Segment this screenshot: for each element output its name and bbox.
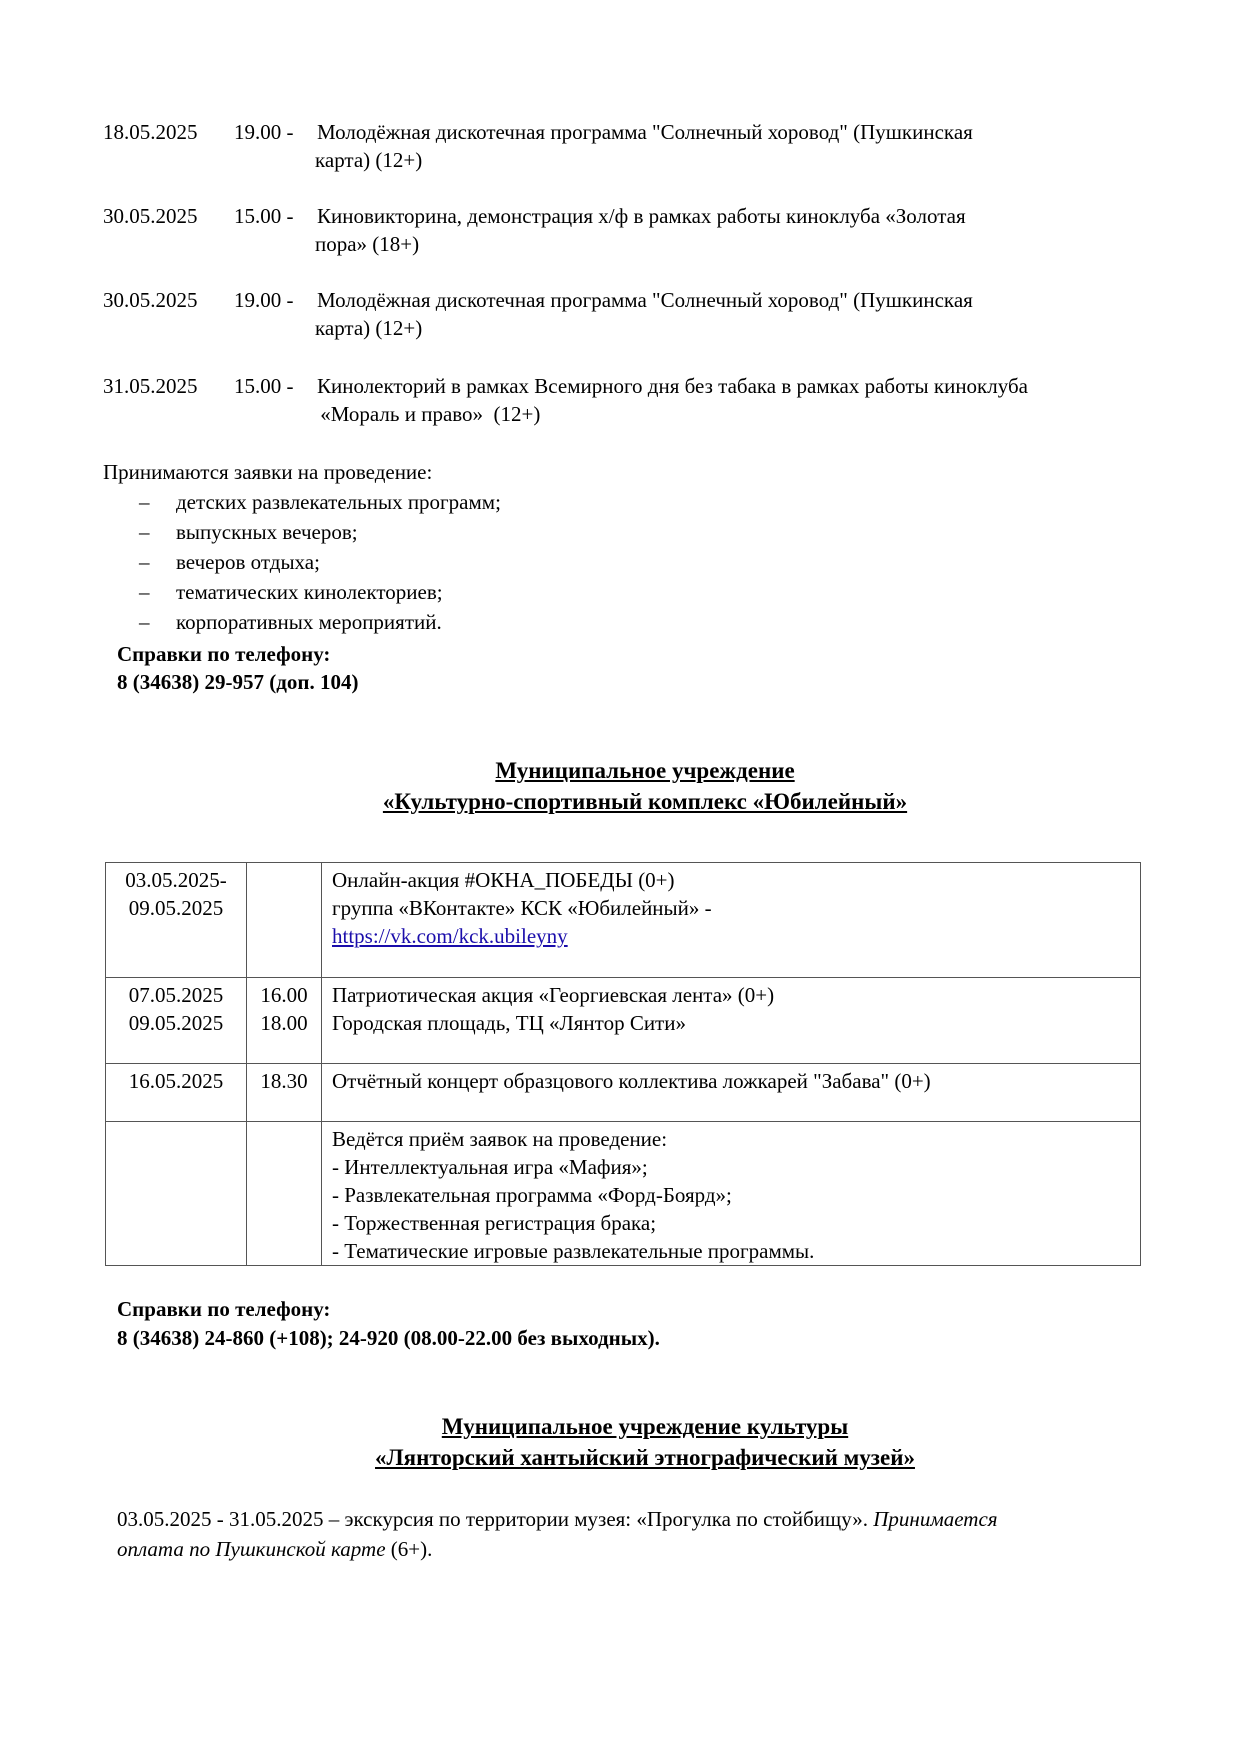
phone-label: Справки по телефону: [117, 1297, 331, 1321]
event-time: 15.00 - [234, 204, 294, 228]
table-cell-date [106, 1122, 247, 1266]
museum-text-end: (6+). [385, 1537, 433, 1561]
event-date: 18.05.2025 [103, 120, 198, 144]
section-heading: Муниципальное учреждение культуры [441, 1414, 849, 1439]
table-cell-date: 07.05.2025 09.05.2025 [106, 978, 247, 1064]
list-dash: – [139, 580, 150, 604]
event-description: Молодёжная дискотечная программа "Солнечный хоровод" (Пушкинская [317, 120, 973, 144]
table-cell-time: 16.00 18.00 [247, 978, 322, 1064]
table-row [106, 1064, 1141, 1122]
event-title: Онлайн-акция #ОКНА_ПОБЕДЫ (0+) [332, 868, 675, 892]
list-dash: – [139, 490, 150, 514]
event-description: Молодёжная дискотечная программа "Солнечный хоровод" (Пушкинская [317, 288, 973, 312]
list-dash: – [139, 520, 150, 544]
table-row [106, 1122, 1141, 1266]
list-dash: – [139, 610, 150, 634]
museum-text-italic: Принимается [873, 1507, 998, 1531]
table-cell-date: 16.05.2025 [106, 1064, 247, 1122]
museum-text: 03.05.2025 - 31.05.2025 – экскурсия по территории музея: «Прогулка по стойбищу». [117, 1507, 874, 1531]
table-cell-time [247, 1122, 322, 1266]
event-description-cont: карта) (12+) [315, 316, 423, 340]
section-heading: «Культурно-спортивный комплекс «Юбилейный» [382, 789, 908, 814]
list-item-text: детских развлекательных программ; [176, 490, 501, 514]
museum-description [117, 1504, 1177, 1564]
list-dash: – [139, 550, 150, 574]
event-description: Кинолекторий в рамках Всемирного дня без табака в рамках работы киноклуба [317, 374, 1028, 398]
event-location: группа «ВКонтакте» КСК «Юбилейный» - [332, 896, 712, 920]
table-cell-event: Патриотическая акция «Георгиевская лента» (0+) Городская площадь, ТЦ «Лянтор Сити» [322, 978, 1141, 1064]
table-cell-event [322, 863, 1141, 978]
event-date: 30.05.2025 [103, 204, 198, 228]
phone-number: 8 (34638) 29-957 (доп. 104) [117, 670, 359, 694]
event-description-cont: пора» (18+) [315, 232, 420, 256]
event-time: 15.00 - [234, 374, 294, 398]
table-cell-time: 18.30 [247, 1064, 322, 1122]
event-time: 19.00 - [234, 288, 294, 312]
section-heading: «Лянторский хантыйский этнографический музей» [375, 1445, 915, 1470]
requests-intro: Принимаются заявки на проведение: [103, 460, 433, 484]
event-description-cont: карта) (12+) [315, 148, 423, 172]
section-heading: Муниципальное учреждение [495, 758, 795, 783]
events-table [105, 862, 1141, 1266]
table-cell-event: Ведётся приём заявок на проведение: - Интеллектуальная игра «Мафия»; - Развлекательная программа «Форд-Боярд»; - Торжественная регистрация брака; - Тематические игровые развлекательные программы. [322, 1122, 1141, 1266]
table-row [106, 978, 1141, 1064]
table-cell-time [247, 863, 322, 978]
event-description-cont: «Мораль и право» (12+) [315, 402, 541, 426]
event-description: Киновикторина, демонстрация х/ф в рамках работы киноклуба «Золотая [317, 204, 966, 228]
event-time: 19.00 - [234, 120, 294, 144]
phone-number: 8 (34638) 24-860 (+108); 24-920 (08.00-22.00 без выходных). [117, 1326, 660, 1350]
list-item-text: вечеров отдыха; [176, 550, 320, 574]
table-cell-date: 03.05.2025- 09.05.2025 [106, 863, 247, 978]
list-item-text: выпускных вечеров; [176, 520, 358, 544]
table-cell-event: Отчётный концерт образцового коллектива ложкарей "Забава" (0+) [322, 1064, 1141, 1122]
phone-label: Справки по телефону: [117, 642, 331, 666]
event-date: 31.05.2025 [103, 374, 198, 398]
list-item-text: тематических кинолекториев; [176, 580, 443, 604]
event-date: 30.05.2025 [103, 288, 198, 312]
list-item-text: корпоративных мероприятий. [176, 610, 442, 634]
museum-text-italic: оплата по Пушкинской карте [117, 1537, 386, 1561]
table-row [106, 863, 1141, 978]
vk-link[interactable]: https://vk.com/kck.ubileyny [332, 924, 568, 948]
